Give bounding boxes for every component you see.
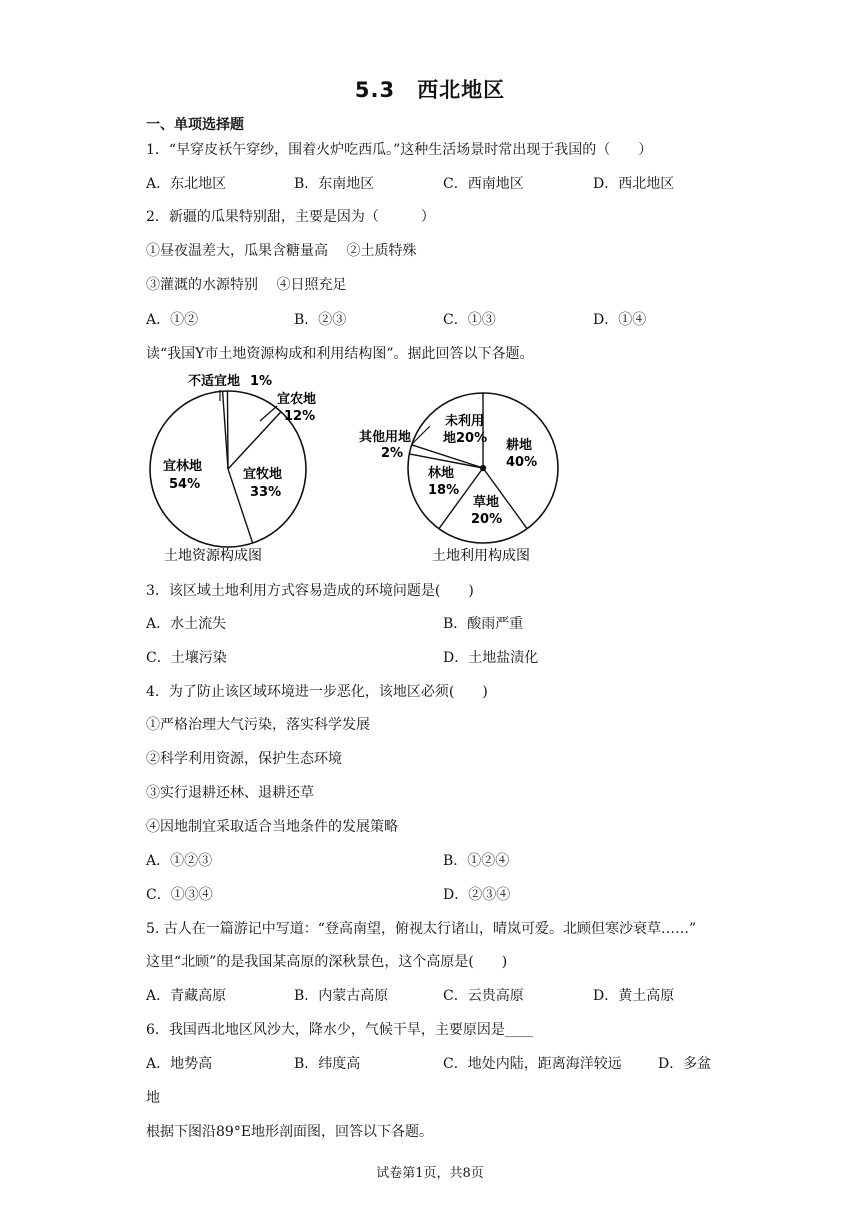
pie2-value-forest: 18% bbox=[428, 483, 460, 498]
q5-option-a: A．青藏高原 bbox=[146, 988, 227, 1004]
pie1-label-forest: 宜林地 bbox=[163, 459, 203, 474]
reading-intro-2: 根据下图沿89°E地形剖面图，回答以下各题。 bbox=[146, 1124, 434, 1140]
pie-slice-boundary-pasture bbox=[228, 412, 281, 469]
pie2-center-dot bbox=[480, 465, 486, 471]
q4-item-3: ③实行退耕还林、退耕还草 bbox=[146, 785, 314, 801]
reading-intro-1: 读“我国Y市土地资源构成和利用结构图”。据此回答以下各题。 bbox=[146, 346, 534, 362]
q2-item-line-2: ③灌溉的水源特别 ④日照充足 bbox=[146, 277, 347, 293]
pie2-title: 土地利用构成图 bbox=[432, 548, 530, 564]
page-title: 5.3 西北地区 bbox=[354, 78, 506, 102]
q2-option-d: D．①④ bbox=[593, 312, 647, 328]
q4-item-4: ④因地制宜采取适合当地条件的发展策略 bbox=[146, 819, 398, 835]
q1-option-a: A．东北地区 bbox=[146, 176, 227, 192]
q5-option-b: B．内蒙古高原 bbox=[294, 988, 389, 1004]
q4-item-1: ①严格治理大气污染，落实科学发展 bbox=[146, 717, 370, 733]
q4-option-d: D．②③④ bbox=[443, 887, 511, 903]
pie2-value-grass: 20% bbox=[471, 512, 503, 527]
pie2-label-other: 其他用地 bbox=[359, 430, 412, 445]
pie1-value-forest: 54% bbox=[169, 477, 201, 492]
q1-option-d: D．西北地区 bbox=[593, 176, 675, 192]
question-3-stem: 3．该区域土地利用方式容易造成的环境问题是( ) bbox=[146, 583, 474, 599]
q5-option-d: D．黄土高原 bbox=[593, 988, 675, 1004]
question-6-stem: 6．我国西北地区风沙大，降水少，气候干旱，主要原因是____ bbox=[146, 1022, 533, 1038]
q6-option-b: B．纬度高 bbox=[294, 1056, 361, 1072]
pie1-label-unsuitable: 不适宜地 bbox=[188, 374, 241, 389]
q2-item-line-1: ①昼夜温差大，瓜果含糖量高 ②土质特殊 bbox=[146, 243, 417, 259]
pie1-title: 土地资源构成图 bbox=[164, 548, 262, 564]
pie2-label-unused-2: 地20% bbox=[443, 431, 488, 446]
q4-option-c: C．①③④ bbox=[146, 887, 213, 903]
pie1-value-pasture: 33% bbox=[250, 485, 282, 500]
q3-option-c: C．土壤污染 bbox=[146, 650, 227, 666]
pie-slice-boundary-farm bbox=[227, 391, 228, 469]
land-pie-charts bbox=[140, 366, 560, 571]
pie1-value-farm: 12% bbox=[284, 409, 316, 424]
page-footer: 试卷第1页，共8页 bbox=[376, 1166, 484, 1181]
pie2-label-grass: 草地 bbox=[473, 495, 500, 510]
pie2-label-forest: 林地 bbox=[428, 466, 455, 481]
q5-option-c: C．云贵高原 bbox=[443, 988, 524, 1004]
q3-option-a: A．水土流失 bbox=[146, 616, 227, 632]
q3-option-d: D．土地盐渍化 bbox=[443, 650, 539, 666]
pie1-value-unsuitable: 1% bbox=[250, 374, 273, 389]
q6-option-c: C．地处内陆，距离海洋较远 bbox=[443, 1056, 622, 1072]
q2-option-a: A．①② bbox=[146, 312, 199, 328]
q4-item-2: ②科学利用资源，保护生态环境 bbox=[146, 751, 342, 767]
question-5-stem-line-2: 这里“北顾”的是我国某高原的深秋景色，这个高原是( ) bbox=[146, 954, 508, 970]
pie2-label-unused-1: 未利用 bbox=[445, 414, 485, 429]
q6-option-d: D．多盆 bbox=[658, 1056, 712, 1072]
q3-option-b: B．酸雨严重 bbox=[443, 616, 524, 632]
pie2-value-other: 2% bbox=[381, 446, 404, 461]
pie2-leader-other bbox=[412, 426, 430, 444]
q1-option-c: C．西南地区 bbox=[443, 176, 524, 192]
q4-option-a: A．①②③ bbox=[146, 853, 213, 869]
q4-option-b: B．①②④ bbox=[443, 853, 510, 869]
q1-option-b: B．东南地区 bbox=[294, 176, 375, 192]
pie2-label-cropland: 耕地 bbox=[506, 438, 533, 453]
pie1-label-farm: 宜农地 bbox=[277, 392, 317, 407]
pie1-label-pasture: 宜牧地 bbox=[243, 467, 283, 482]
question-5-stem-line-1: 5. 古人在一篇游记中写道：“登高南望，俯视太行诸山，晴岚可爱。北顾但寒沙衰草……” bbox=[146, 921, 697, 937]
q2-option-b: B．②③ bbox=[294, 312, 347, 328]
section-heading: 一、单项选择题 bbox=[146, 117, 244, 133]
q6-option-d-wrap: 地 bbox=[146, 1090, 160, 1106]
question-1-stem: 1．“早穿皮袄午穿纱，围着火炉吃西瓜。”这种生活场景时常出现于我国的（ ） bbox=[146, 142, 653, 158]
question-4-stem: 4．为了防止该区域环境进一步恶化，该地区必须( ) bbox=[146, 684, 488, 700]
pie2-value-cropland: 40% bbox=[506, 455, 538, 470]
question-2-stem: 2．新疆的瓜果特别甜，主要是因为（ ） bbox=[146, 209, 435, 225]
q2-option-c: C．①③ bbox=[443, 312, 496, 328]
q6-option-a: A．地势高 bbox=[146, 1056, 213, 1072]
